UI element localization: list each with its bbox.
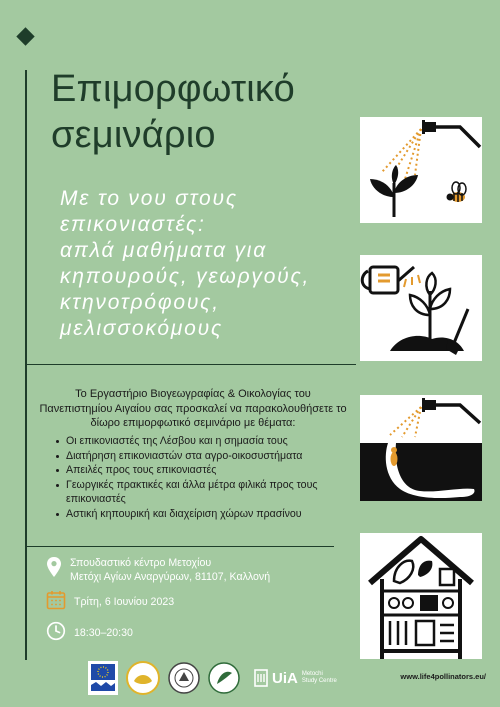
divider bbox=[26, 546, 334, 547]
uia-wordmark: UiA bbox=[272, 669, 298, 687]
lab-logo bbox=[208, 662, 240, 694]
vertical-rule bbox=[25, 70, 27, 660]
location-line: Σπουδαστικό κέντρο Μετοχίου bbox=[70, 557, 212, 569]
eu-life-logo bbox=[88, 661, 118, 695]
location-text bbox=[70, 556, 270, 584]
title-line: σεμινάριο bbox=[51, 114, 216, 156]
subtitle-line: κηπουρούς, γεωργούς, bbox=[60, 265, 311, 288]
intro-paragraph: Το Εργαστήριο Βιογεωγραφίας & Οικολογίας του Πανεπιστημίου Αιγαίου σας προσκαλεί να παρακολουθήσετε το δίωρο επιμορφωτικό σεμινάριο με θέματα: bbox=[39, 388, 347, 430]
list-item: Απειλές προς τους επικονιαστές bbox=[56, 463, 356, 478]
illustration-insect-hotel bbox=[360, 533, 482, 659]
location-line: Μετόχι Αγίων Αναργύρων, 81107, Καλλονή bbox=[70, 571, 271, 583]
event-location bbox=[46, 556, 270, 584]
event-date bbox=[46, 590, 174, 610]
partner-logos bbox=[88, 658, 337, 698]
subtitle-line: μελισσοκόμους bbox=[60, 317, 224, 340]
time-text: 18:30–20:30 bbox=[74, 627, 133, 639]
topics-list bbox=[56, 434, 356, 522]
list-item: Αστική κηπουρική και διαχείριση χώρων πρασίνου bbox=[56, 507, 356, 522]
uia-subtitle bbox=[302, 671, 337, 685]
diamond-ornament bbox=[16, 27, 34, 45]
university-seal-logo bbox=[168, 662, 200, 694]
sprinkler-icon bbox=[360, 117, 482, 223]
illustration-pesticide-spray bbox=[360, 117, 482, 223]
uia-logo bbox=[254, 669, 337, 687]
uia-subtitle-line: Study Centre bbox=[301, 678, 337, 684]
calendar-icon bbox=[46, 590, 66, 610]
uia-emblem-icon bbox=[254, 669, 268, 687]
list-item: Γεωργικές πρακτικές και άλλα μέτρα φιλικά προς τους επικονιαστές bbox=[56, 478, 356, 507]
page-title bbox=[51, 66, 295, 158]
illustration-gardening bbox=[360, 255, 482, 361]
watering-can-icon bbox=[360, 255, 482, 361]
list-item: Οι επικονιαστές της Λέσβου και η σημασία τους bbox=[56, 434, 356, 449]
list-item: Διατήρηση επικονιαστών στα αγρο-οικοσυστήματα bbox=[56, 449, 356, 464]
life-programme-logo bbox=[126, 661, 160, 695]
subtitle-line: απλά μαθήματα για bbox=[60, 239, 268, 262]
event-time bbox=[46, 621, 133, 641]
date-text: Τρίτη, 6 Ιουνίου 2023 bbox=[74, 596, 175, 608]
clock-icon bbox=[46, 621, 66, 641]
subtitle-line: κτηνοτρόφους, bbox=[60, 291, 220, 314]
soil-burrow-icon bbox=[360, 395, 482, 501]
location-pin-icon bbox=[46, 556, 62, 578]
subtitle bbox=[60, 186, 350, 342]
insect-hotel-icon bbox=[360, 533, 482, 659]
illustration-soil-insects bbox=[360, 395, 482, 501]
title-line: Επιμορφωτικό bbox=[51, 68, 295, 110]
uia-subtitle-line: Metochi bbox=[301, 671, 323, 677]
subtitle-line: Με το νου στους bbox=[60, 187, 238, 210]
subtitle-line: επικονιαστές: bbox=[60, 213, 206, 236]
divider bbox=[26, 364, 356, 365]
website-link[interactable]: www.life4pollinators.eu/ bbox=[400, 672, 486, 681]
